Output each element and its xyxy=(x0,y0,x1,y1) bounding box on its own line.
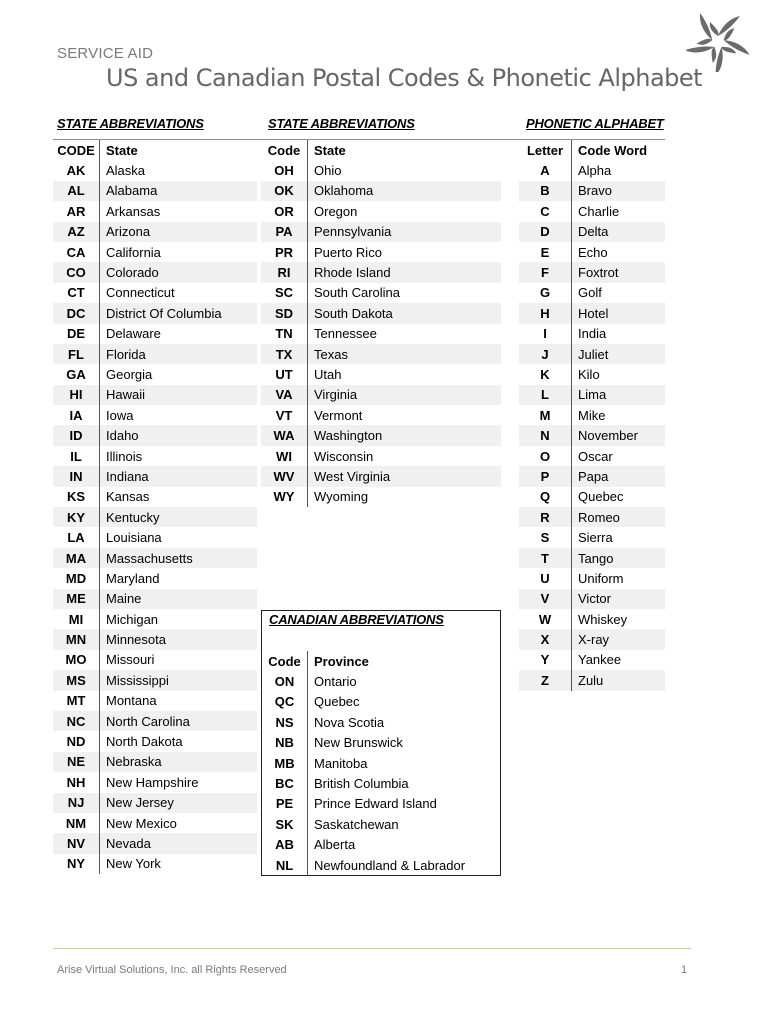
table-row xyxy=(53,324,257,344)
page-title: US and Canadian Postal Codes & Phonetic Alphabet xyxy=(106,64,703,92)
table-row xyxy=(519,303,665,323)
name-cell: Lima xyxy=(571,385,665,405)
name-cell: Mississippi xyxy=(99,670,257,690)
name-cell: Nevada xyxy=(99,833,257,853)
name-cell: Arizona xyxy=(99,222,257,242)
code-cell: NB xyxy=(275,735,294,751)
name-cell: Montana xyxy=(99,691,257,711)
name-cell: Charlie xyxy=(571,201,665,221)
table-row xyxy=(53,181,257,201)
code-cell: CO xyxy=(66,265,86,281)
code-cell: K xyxy=(540,366,550,382)
table-row xyxy=(262,814,500,834)
table-header-row xyxy=(261,140,501,160)
code-cell: NM xyxy=(65,815,87,831)
name-cell: Mike xyxy=(571,405,665,425)
code-cell: B xyxy=(540,183,550,199)
code-cell: PE xyxy=(275,796,294,812)
table-row xyxy=(53,568,257,588)
table-row xyxy=(519,324,665,344)
code-cell: MB xyxy=(274,755,295,771)
table-row xyxy=(261,181,501,201)
table-row xyxy=(519,222,665,242)
service-aid-label: SERVICE AID xyxy=(57,45,154,62)
name-cell: Nebraska xyxy=(99,752,257,772)
table-row xyxy=(261,487,501,507)
table-row xyxy=(519,446,665,466)
table-row xyxy=(261,160,501,180)
table-row xyxy=(519,425,665,445)
table-row xyxy=(262,692,500,712)
code-cell: L xyxy=(541,387,549,403)
table-row xyxy=(261,324,501,344)
code-cell: SK xyxy=(275,816,294,832)
code-cell: U xyxy=(540,570,550,586)
pinwheel-logo-icon xyxy=(686,8,750,72)
table-row xyxy=(261,201,501,221)
table-row xyxy=(53,711,257,731)
code-cell: QC xyxy=(274,694,295,710)
code-cell: LA xyxy=(67,530,85,546)
table-row xyxy=(53,609,257,629)
name-cell: Rhode Island xyxy=(307,262,501,282)
name-cell: Delta xyxy=(571,222,665,242)
table-row xyxy=(261,466,501,486)
code-cell: Y xyxy=(540,652,550,668)
code-cell: FL xyxy=(68,346,84,362)
table-row xyxy=(519,548,665,568)
code-cell: TX xyxy=(275,346,293,362)
phonetic-alphabet-table xyxy=(519,140,665,691)
name-cell: Maine xyxy=(99,589,257,609)
name-cell: Ohio xyxy=(307,160,501,180)
table-row xyxy=(261,344,501,364)
name-cell: November xyxy=(571,425,665,445)
table-row xyxy=(53,364,257,384)
code-cell: MS xyxy=(66,672,86,688)
name-cell: Quebec xyxy=(571,487,665,507)
code-cell: UT xyxy=(275,366,293,382)
table-row xyxy=(53,303,257,323)
code-cell: NH xyxy=(66,774,86,790)
name-cell: Virginia xyxy=(307,385,501,405)
name-cell: North Dakota xyxy=(99,731,257,751)
code-cell: OH xyxy=(274,163,294,179)
name-cell: Alpha xyxy=(571,160,665,180)
name-cell: Wyoming xyxy=(307,487,501,507)
code-cell: WA xyxy=(273,428,295,444)
code-cell: W xyxy=(538,611,552,627)
phonetic-alphabet-heading: PHONETIC ALPHABET xyxy=(526,116,664,131)
code-cell: O xyxy=(539,448,551,464)
column-header-name: State xyxy=(307,140,501,160)
name-cell: Washington xyxy=(307,425,501,445)
name-cell: Papa xyxy=(571,466,665,486)
name-cell: Vermont xyxy=(307,405,501,425)
name-cell: Minnesota xyxy=(99,629,257,649)
name-cell: Maryland xyxy=(99,568,257,588)
code-cell: OR xyxy=(274,203,294,219)
code-cell: MA xyxy=(65,550,87,566)
name-cell: Florida xyxy=(99,344,257,364)
table-row xyxy=(262,773,500,793)
code-cell: M xyxy=(539,407,551,423)
name-cell: California xyxy=(99,242,257,262)
table-row xyxy=(53,752,257,772)
table-row xyxy=(53,650,257,670)
table-row xyxy=(53,793,257,813)
table-row xyxy=(519,589,665,609)
name-cell: New Jersey xyxy=(99,793,257,813)
code-cell: WY xyxy=(273,489,295,505)
code-cell: VA xyxy=(275,387,293,403)
table-row xyxy=(53,629,257,649)
code-cell: NY xyxy=(66,856,86,872)
code-cell: CA xyxy=(66,244,86,260)
table-row xyxy=(53,222,257,242)
name-cell: Bravo xyxy=(571,181,665,201)
name-cell: Oregon xyxy=(307,201,501,221)
name-cell: Uniform xyxy=(571,568,665,588)
table-row xyxy=(519,283,665,303)
table-row xyxy=(53,446,257,466)
table-row xyxy=(53,731,257,751)
code-cell: MN xyxy=(65,632,87,648)
name-cell: New Hampshire xyxy=(99,772,257,792)
code-cell: Q xyxy=(539,489,551,505)
code-cell: I xyxy=(543,326,547,342)
name-cell: Zulu xyxy=(571,670,665,690)
table-row xyxy=(53,201,257,221)
table-header-row xyxy=(53,140,257,160)
table-row xyxy=(519,568,665,588)
table-row xyxy=(53,670,257,690)
table-row xyxy=(262,712,500,732)
table-row xyxy=(53,425,257,445)
table-row xyxy=(519,650,665,670)
name-cell: Juliet xyxy=(571,344,665,364)
name-cell: Foxtrot xyxy=(571,262,665,282)
table-row xyxy=(519,262,665,282)
code-cell: AK xyxy=(66,163,86,179)
name-cell: Prince Edward Island xyxy=(307,794,500,814)
table-row xyxy=(53,283,257,303)
code-cell: OK xyxy=(274,183,294,199)
code-cell: V xyxy=(540,591,550,607)
column-header-code: CODE xyxy=(57,142,95,158)
name-cell: Hawaii xyxy=(99,385,257,405)
name-cell: Pennsylvania xyxy=(307,222,501,242)
code-cell: IL xyxy=(70,448,82,464)
table-row xyxy=(519,629,665,649)
code-cell: WV xyxy=(273,468,295,484)
code-cell: RI xyxy=(277,265,291,281)
name-cell: New Brunswick xyxy=(307,733,500,753)
code-cell: S xyxy=(540,530,550,546)
code-cell: PA xyxy=(275,224,293,240)
table-row xyxy=(519,405,665,425)
code-cell: A xyxy=(540,163,550,179)
page-number: 1 xyxy=(681,964,688,976)
table-row xyxy=(519,487,665,507)
footer-copyright: Arise Virtual Solutions, Inc. all Rights Reserved xyxy=(57,964,287,976)
name-cell: New York xyxy=(99,854,257,874)
table-row xyxy=(519,160,665,180)
table-row xyxy=(261,222,501,242)
code-cell: PR xyxy=(274,244,294,260)
code-cell: MI xyxy=(68,611,84,627)
code-cell: NC xyxy=(66,713,86,729)
column-header-code: Letter xyxy=(526,142,564,158)
table-row xyxy=(53,854,257,874)
code-cell: NJ xyxy=(67,795,85,811)
table-row xyxy=(261,405,501,425)
name-cell: Louisiana xyxy=(99,527,257,547)
table-row xyxy=(261,425,501,445)
name-cell: Manitoba xyxy=(307,753,500,773)
name-cell: Colorado xyxy=(99,262,257,282)
code-cell: F xyxy=(541,265,549,281)
code-cell: WI xyxy=(276,448,292,464)
table-row xyxy=(519,466,665,486)
name-cell: Nova Scotia xyxy=(307,712,500,732)
table-row xyxy=(53,466,257,486)
table-row xyxy=(53,242,257,262)
name-cell: Saskatchewan xyxy=(307,814,500,834)
table-row xyxy=(519,344,665,364)
code-cell: ID xyxy=(69,428,83,444)
name-cell: Alabama xyxy=(99,181,257,201)
code-cell: NL xyxy=(275,857,294,873)
code-cell: E xyxy=(540,244,550,260)
table-row xyxy=(262,855,500,875)
name-cell: Victor xyxy=(571,589,665,609)
name-cell: X-ray xyxy=(571,629,665,649)
code-cell: N xyxy=(540,428,550,444)
code-cell: HI xyxy=(69,387,83,403)
name-cell: Utah xyxy=(307,364,501,384)
table-row xyxy=(53,262,257,282)
code-cell: KS xyxy=(66,489,86,505)
name-cell: Alberta xyxy=(307,835,500,855)
name-cell: Kansas xyxy=(99,487,257,507)
code-cell: Z xyxy=(541,672,549,688)
code-cell: AZ xyxy=(67,224,85,240)
name-cell: Idaho xyxy=(99,425,257,445)
table-row xyxy=(519,527,665,547)
table-row xyxy=(53,548,257,568)
column-header-name: Province xyxy=(307,651,500,671)
code-cell: IA xyxy=(69,407,83,423)
name-cell: District Of Columbia xyxy=(99,303,257,323)
name-cell: Whiskey xyxy=(571,609,665,629)
column-header-code: Code xyxy=(268,653,301,669)
name-cell: Quebec xyxy=(307,692,500,712)
name-cell: Wisconsin xyxy=(307,446,501,466)
column-header-name: Code Word xyxy=(571,140,665,160)
name-cell: Newfoundland & Labrador xyxy=(307,855,500,875)
name-cell: North Carolina xyxy=(99,711,257,731)
table-row xyxy=(519,670,665,690)
code-cell: NE xyxy=(66,754,86,770)
name-cell: India xyxy=(571,324,665,344)
code-cell: C xyxy=(540,203,550,219)
table-row xyxy=(261,262,501,282)
table-row xyxy=(519,385,665,405)
name-cell: Oscar xyxy=(571,446,665,466)
table-row xyxy=(519,181,665,201)
table-row xyxy=(519,507,665,527)
table-row xyxy=(261,242,501,262)
name-cell: British Columbia xyxy=(307,773,500,793)
column-header-code: Code xyxy=(267,142,301,158)
name-cell: Golf xyxy=(571,283,665,303)
name-cell: Echo xyxy=(571,242,665,262)
code-cell: DE xyxy=(66,326,86,342)
code-cell: NS xyxy=(275,714,294,730)
code-cell: TN xyxy=(275,326,293,342)
name-cell: South Dakota xyxy=(307,303,501,323)
table-row xyxy=(53,772,257,792)
name-cell: Texas xyxy=(307,344,501,364)
table-row xyxy=(262,753,500,773)
code-cell: SC xyxy=(274,285,294,301)
name-cell: Oklahoma xyxy=(307,181,501,201)
code-cell: AL xyxy=(67,183,85,199)
name-cell: Michigan xyxy=(99,609,257,629)
table-row xyxy=(262,794,500,814)
code-cell: IN xyxy=(69,468,83,484)
table-row xyxy=(262,733,500,753)
name-cell: Alaska xyxy=(99,160,257,180)
table-header-row xyxy=(519,140,665,160)
table-row xyxy=(262,835,500,855)
name-cell: New Mexico xyxy=(99,813,257,833)
code-cell: NV xyxy=(66,835,86,851)
table-row xyxy=(53,527,257,547)
name-cell: Iowa xyxy=(99,405,257,425)
name-cell: Indiana xyxy=(99,466,257,486)
name-cell: Arkansas xyxy=(99,201,257,221)
table-row xyxy=(53,833,257,853)
name-cell: Georgia xyxy=(99,364,257,384)
code-cell: MT xyxy=(66,693,86,709)
table-row xyxy=(261,283,501,303)
table-row xyxy=(53,507,257,527)
table-row xyxy=(53,160,257,180)
code-cell: BC xyxy=(275,776,294,792)
table-row xyxy=(261,385,501,405)
table-row xyxy=(262,671,500,691)
table-row xyxy=(519,201,665,221)
name-cell: Kilo xyxy=(571,364,665,384)
code-cell: X xyxy=(540,632,550,648)
table-row xyxy=(53,405,257,425)
column-header-name: State xyxy=(99,140,257,160)
name-cell: Hotel xyxy=(571,303,665,323)
table-row xyxy=(519,609,665,629)
name-cell: Tennessee xyxy=(307,324,501,344)
code-cell: D xyxy=(540,224,550,240)
us-states-table-1 xyxy=(53,140,257,874)
name-cell: Yankee xyxy=(571,650,665,670)
code-cell: DC xyxy=(66,305,86,321)
us-states-table-2 xyxy=(261,140,501,507)
code-cell: CT xyxy=(67,285,85,301)
name-cell: Delaware xyxy=(99,324,257,344)
name-cell: West Virginia xyxy=(307,466,501,486)
table-row xyxy=(261,303,501,323)
table-header-row xyxy=(262,651,500,671)
code-cell: ON xyxy=(274,674,295,690)
name-cell: Ontario xyxy=(307,671,500,691)
table-row xyxy=(519,242,665,262)
code-cell: KY xyxy=(66,509,86,525)
canadian-provinces-table xyxy=(262,651,500,875)
name-cell: South Carolina xyxy=(307,283,501,303)
table-row xyxy=(519,364,665,384)
code-cell: MO xyxy=(65,652,87,668)
code-cell: H xyxy=(540,305,550,321)
name-cell: Connecticut xyxy=(99,283,257,303)
code-cell: GA xyxy=(66,366,86,382)
code-cell: ND xyxy=(66,734,86,750)
name-cell: Illinois xyxy=(99,446,257,466)
code-cell: AB xyxy=(275,837,294,853)
state-abbreviations-heading-1: STATE ABBREVIATIONS xyxy=(57,116,204,131)
table-row xyxy=(53,385,257,405)
name-cell: Missouri xyxy=(99,650,257,670)
code-cell: G xyxy=(539,285,551,301)
name-cell: Massachusetts xyxy=(99,548,257,568)
table-row xyxy=(53,691,257,711)
name-cell: Sierra xyxy=(571,527,665,547)
canadian-abbreviations-heading: CANADIAN ABBREVIATIONS xyxy=(269,612,444,627)
table-row xyxy=(261,364,501,384)
code-cell: P xyxy=(540,468,550,484)
name-cell: Kentucky xyxy=(99,507,257,527)
footer-divider xyxy=(53,948,691,949)
table-row xyxy=(53,589,257,609)
table-row xyxy=(53,487,257,507)
table-row xyxy=(261,446,501,466)
table-row xyxy=(53,813,257,833)
code-cell: VT xyxy=(275,407,293,423)
code-cell: J xyxy=(541,346,549,362)
table-row xyxy=(53,344,257,364)
code-cell: SD xyxy=(274,305,294,321)
name-cell: Romeo xyxy=(571,507,665,527)
code-cell: AR xyxy=(66,203,86,219)
code-cell: ME xyxy=(66,591,86,607)
code-cell: MD xyxy=(65,570,87,586)
code-cell: T xyxy=(541,550,549,566)
state-abbreviations-heading-2: STATE ABBREVIATIONS xyxy=(268,116,415,131)
name-cell: Tango xyxy=(571,548,665,568)
code-cell: R xyxy=(540,509,550,525)
name-cell: Puerto Rico xyxy=(307,242,501,262)
